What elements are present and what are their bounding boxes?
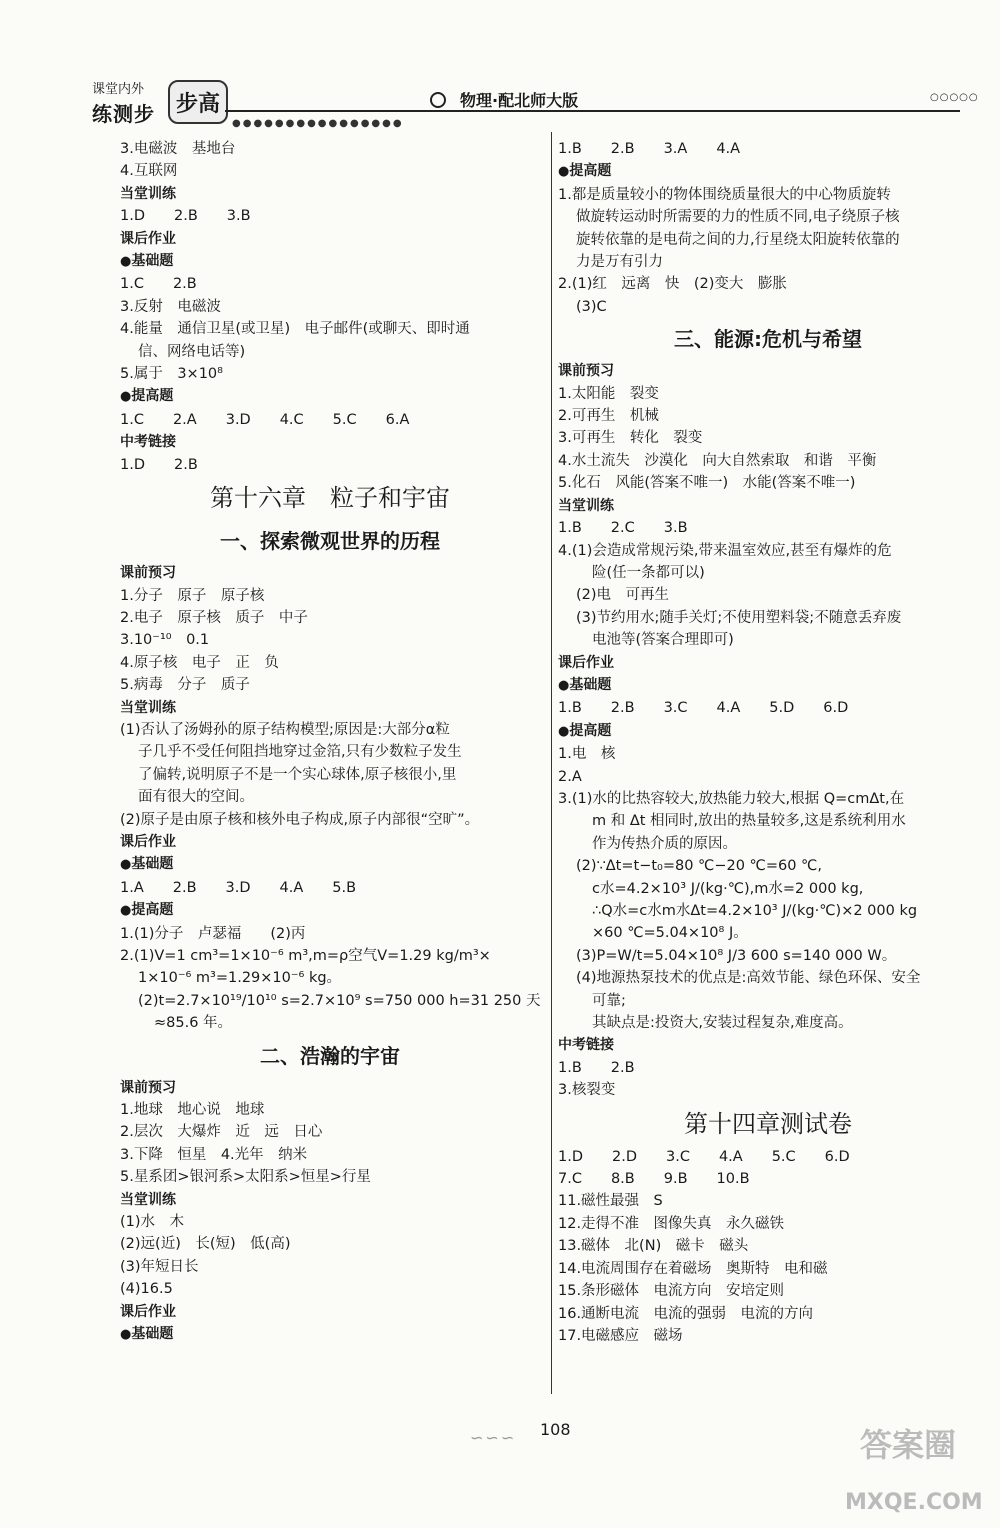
answer-line: 旋转依靠的是电荷之间的力,行星绕太阳旋转依靠的 bbox=[576, 231, 900, 248]
answer-line: 12.走得不准 图像失真 永久磁铁 bbox=[558, 1215, 785, 1232]
circle-icon bbox=[430, 92, 446, 108]
header-dots-decoration: ●●●●●●●●●●●●●●●● bbox=[232, 118, 404, 129]
answer-line: 11.磁性最强 S bbox=[558, 1193, 663, 1210]
answer-line: 4.水土流失 沙漠化 向大自然索取 和谐 平衡 bbox=[558, 452, 877, 469]
page-header bbox=[0, 0, 1000, 140]
answer-line: 3.10⁻¹⁰ 0.1 bbox=[120, 632, 210, 649]
section-label: 当堂训练 bbox=[120, 699, 176, 716]
lesson-heading: 三、能源:危机与希望 bbox=[674, 327, 862, 352]
answer-line: 3.可再生 转化 裂变 bbox=[558, 430, 703, 447]
answer-line: 1.D 2.B 3.B bbox=[120, 208, 251, 225]
answer-line: 17.电磁感应 磁场 bbox=[558, 1327, 683, 1344]
answer-line: 电池等(答案合理即可) bbox=[592, 632, 734, 649]
answer-line: (1)水 木 bbox=[120, 1214, 185, 1231]
answer-line: 5.星系团>银河系>太阳系>恒星>行星 bbox=[120, 1169, 371, 1186]
answer-line: 2.层次 大爆炸 近 远 日心 bbox=[120, 1124, 323, 1141]
left-column bbox=[120, 138, 540, 1347]
answer-line: 2.可再生 机械 bbox=[558, 408, 659, 425]
answer-line: 1.D 2.D 3.C 4.A 5.C 6.D bbox=[558, 1148, 850, 1165]
answer-line: 2.电子 原子核 质子 中子 bbox=[120, 609, 308, 626]
answer-line: 2.A bbox=[558, 768, 582, 785]
answer-line: 1.(1)分子 卢瑟福 (2)丙 bbox=[120, 925, 306, 942]
answer-line: 2.(1)红 远离 快 (2)变大 膨胀 bbox=[558, 276, 787, 293]
answer-line: 7.C 8.B 9.B 10.B bbox=[558, 1171, 750, 1188]
answer-line: 1.都是质量较小的物体围绕质量很大的中心物质旋转 bbox=[558, 186, 891, 203]
section-label: 中考链接 bbox=[558, 1037, 614, 1054]
section-label: ● 基础题 bbox=[120, 853, 540, 876]
section-label: 中考链接 bbox=[120, 434, 176, 451]
section-label: 课后作业 bbox=[120, 1303, 176, 1320]
answer-line: ∴Q水=c水m水Δt=4.2×10³ J/(kg·℃)×2 000 kg bbox=[592, 903, 918, 919]
answer-line: 面有很大的空间。 bbox=[138, 789, 254, 806]
answer-line: (3)节约用水;随手关灯;不使用塑料袋;不随意丢弃废 bbox=[576, 609, 902, 626]
section-label: ● 基础题 bbox=[120, 1323, 540, 1346]
column-divider bbox=[551, 132, 552, 1394]
section-label: 课前预习 bbox=[120, 565, 176, 582]
answer-line: 了偏转,说明原子不是一个实心球体,原子核很小,里 bbox=[138, 766, 457, 783]
brand-logo-badge: 步高 bbox=[168, 80, 228, 124]
answer-line: 险(任一条都可以) bbox=[592, 564, 705, 581]
answer-line: 1.B 2.B 3.A 4.A bbox=[558, 141, 741, 157]
answer-line: 4.互联网 bbox=[120, 163, 178, 180]
answer-line: (3)P=W/t=5.04×10⁸ J/3 600 s=140 000 W。 bbox=[576, 947, 897, 964]
answer-line: 5.病毒 分子 质子 bbox=[120, 677, 250, 694]
running-title-text: 物理·配北师大版 bbox=[460, 91, 579, 110]
footer-ornament: ∽∽∽ bbox=[470, 1428, 517, 1447]
answer-line: (1)否认了汤姆孙的原子结构模型;原因是:大部分α粒 bbox=[120, 721, 450, 738]
answer-line: (3)年短日长 bbox=[120, 1258, 199, 1275]
section-label: 课后作业 bbox=[120, 230, 176, 247]
header-circles-decoration: ○○○○○ bbox=[930, 92, 979, 103]
right-column bbox=[558, 138, 978, 1347]
answer-line: 16.通断电流 电流的强弱 电流的方向 bbox=[558, 1305, 814, 1322]
lesson-heading: 二、浩瀚的宇宙 bbox=[260, 1043, 400, 1068]
answer-line: 1.电 核 bbox=[558, 746, 616, 763]
section-label: ● 基础题 bbox=[558, 674, 978, 697]
section-label: 当堂训练 bbox=[120, 185, 176, 202]
answer-line: 13.磁体 北(N) 磁卡 磁头 bbox=[558, 1238, 749, 1255]
answer-line: 1.B 2.B 3.C 4.A 5.D 6.D bbox=[558, 700, 849, 717]
brand-name: 练测步 bbox=[92, 102, 155, 126]
answer-line: 信、网络电话等) bbox=[138, 343, 246, 360]
answer-line: 3.反射 电磁波 bbox=[120, 298, 221, 315]
answer-line: 3.电磁波 基地台 bbox=[120, 141, 236, 157]
answer-line: 4.原子核 电子 正 负 bbox=[120, 654, 279, 671]
answer-line: 14.电流周围存在着磁场 奥斯特 电和磁 bbox=[558, 1260, 828, 1277]
chapter-heading: 第十四章测试卷 bbox=[684, 1109, 852, 1138]
answer-line: (2)原子是由原子核和核外电子构成,原子内部很“空旷”。 bbox=[120, 811, 480, 828]
chapter-heading: 第十六章 粒子和宇宙 bbox=[210, 484, 450, 513]
answer-line: 1.D 2.B bbox=[120, 456, 198, 473]
running-title bbox=[430, 88, 578, 111]
answer-line: (4)16.5 bbox=[120, 1281, 173, 1298]
section-label: ● 基础题 bbox=[120, 250, 540, 273]
answer-line: ≈85.6 年。 bbox=[154, 1015, 233, 1032]
section-label: 课前预习 bbox=[120, 1079, 176, 1096]
section-label: 当堂训练 bbox=[558, 497, 614, 514]
answer-line: 5.属于 3×10⁸ bbox=[120, 366, 223, 383]
answer-line: 1.C 2.A 3.D 4.C 5.C 6.A bbox=[120, 411, 410, 428]
answer-line: 1.B 2.C 3.B bbox=[558, 520, 688, 537]
section-label: 当堂训练 bbox=[120, 1191, 176, 1208]
answer-line: 15.条形磁体 电流方向 安培定则 bbox=[558, 1283, 785, 1300]
watermark-logo: 答案圈 bbox=[860, 1426, 957, 1464]
answer-line: 3.核裂变 bbox=[558, 1082, 616, 1099]
answer-line: 1×10⁻⁶ m³=1.29×10⁻⁶ kg。 bbox=[138, 970, 342, 987]
section-label: 课后作业 bbox=[558, 654, 614, 671]
answer-line: 4.(1)会造成常规污染,带来温室效应,甚至有爆炸的危 bbox=[558, 542, 892, 559]
answer-line: m 和 Δt 相同时,放出的热量较多,这是系统利用水 bbox=[592, 813, 906, 830]
answer-line: 1.分子 原子 原子核 bbox=[120, 587, 265, 604]
answer-line: 其缺点是:投资大,安装过程复杂,难度高。 bbox=[592, 1015, 853, 1032]
answer-line: (2)电 可再生 bbox=[576, 587, 670, 604]
answer-line: (2)∵Δt=t−t₀=80 ℃−20 ℃=60 ℃, bbox=[576, 858, 822, 875]
answer-line: (3)C bbox=[576, 298, 607, 315]
answer-line: 4.能量 通信卫星(或卫星) 电子邮件(或聊天、即时通 bbox=[120, 321, 470, 338]
answer-line: 1.C 2.B bbox=[120, 276, 197, 293]
section-label: ● 提高题 bbox=[558, 160, 978, 183]
answer-line: ×60 ℃=5.04×10⁸ J。 bbox=[592, 925, 748, 942]
watermark-url: MXQE.COM bbox=[845, 1490, 983, 1515]
answer-line: 2.(1)V=1 cm³=1×10⁻⁶ m³,m=ρ空气V=1.29 kg/m³× bbox=[120, 948, 491, 964]
answer-line: 子几乎不受任何阻挡地穿过金箔,只有少数粒子发生 bbox=[138, 744, 462, 761]
answer-line: 1.B 2.B bbox=[558, 1059, 635, 1076]
answer-line: (2)t=2.7×10¹⁹/10¹⁰ s=2.7×10⁹ s=750 000 h=31 250 天 bbox=[138, 992, 541, 1009]
section-label: ● 提高题 bbox=[120, 899, 540, 922]
section-label: 课前预习 bbox=[558, 363, 614, 380]
answer-line: 作为传热介质的原因。 bbox=[592, 835, 737, 852]
answer-line: 1.地球 地心说 地球 bbox=[120, 1102, 265, 1119]
lesson-heading: 一、探索微观世界的历程 bbox=[220, 529, 440, 554]
answer-line: c水=4.2×10³ J/(kg·℃),m水=2 000 kg, bbox=[592, 880, 864, 897]
brand-subtitle: 课堂内外 bbox=[92, 82, 145, 97]
answer-line: 可靠; bbox=[592, 992, 626, 1009]
answer-line: 1.A 2.B 3.D 4.A 5.B bbox=[120, 879, 357, 896]
answer-line: 3.下降 恒星 4.光年 纳米 bbox=[120, 1146, 308, 1163]
page-number: 108 bbox=[540, 1420, 571, 1439]
answer-line: 5.化石 风能(答案不唯一) 水能(答案不唯一) bbox=[558, 475, 856, 492]
section-label: 课后作业 bbox=[120, 833, 176, 850]
answer-line: 力是万有引力 bbox=[576, 254, 663, 271]
header-rule bbox=[225, 110, 960, 112]
answer-line: 1.太阳能 裂变 bbox=[558, 385, 659, 402]
answer-line: (4)地源热泵技术的优点是:高效节能、绿色环保、安全 bbox=[576, 970, 921, 987]
answer-line: 3.(1)水的比热容较大,放热能力较大,根据 Q=cmΔt,在 bbox=[558, 790, 905, 807]
answer-line: (2)远(近) 长(短) 低(高) bbox=[120, 1236, 291, 1253]
answer-line: 做旋转运动时所需要的力的性质不同,电子绕原子核 bbox=[576, 209, 900, 226]
section-label: ● 提高题 bbox=[120, 385, 540, 408]
section-label: ● 提高题 bbox=[558, 720, 978, 743]
